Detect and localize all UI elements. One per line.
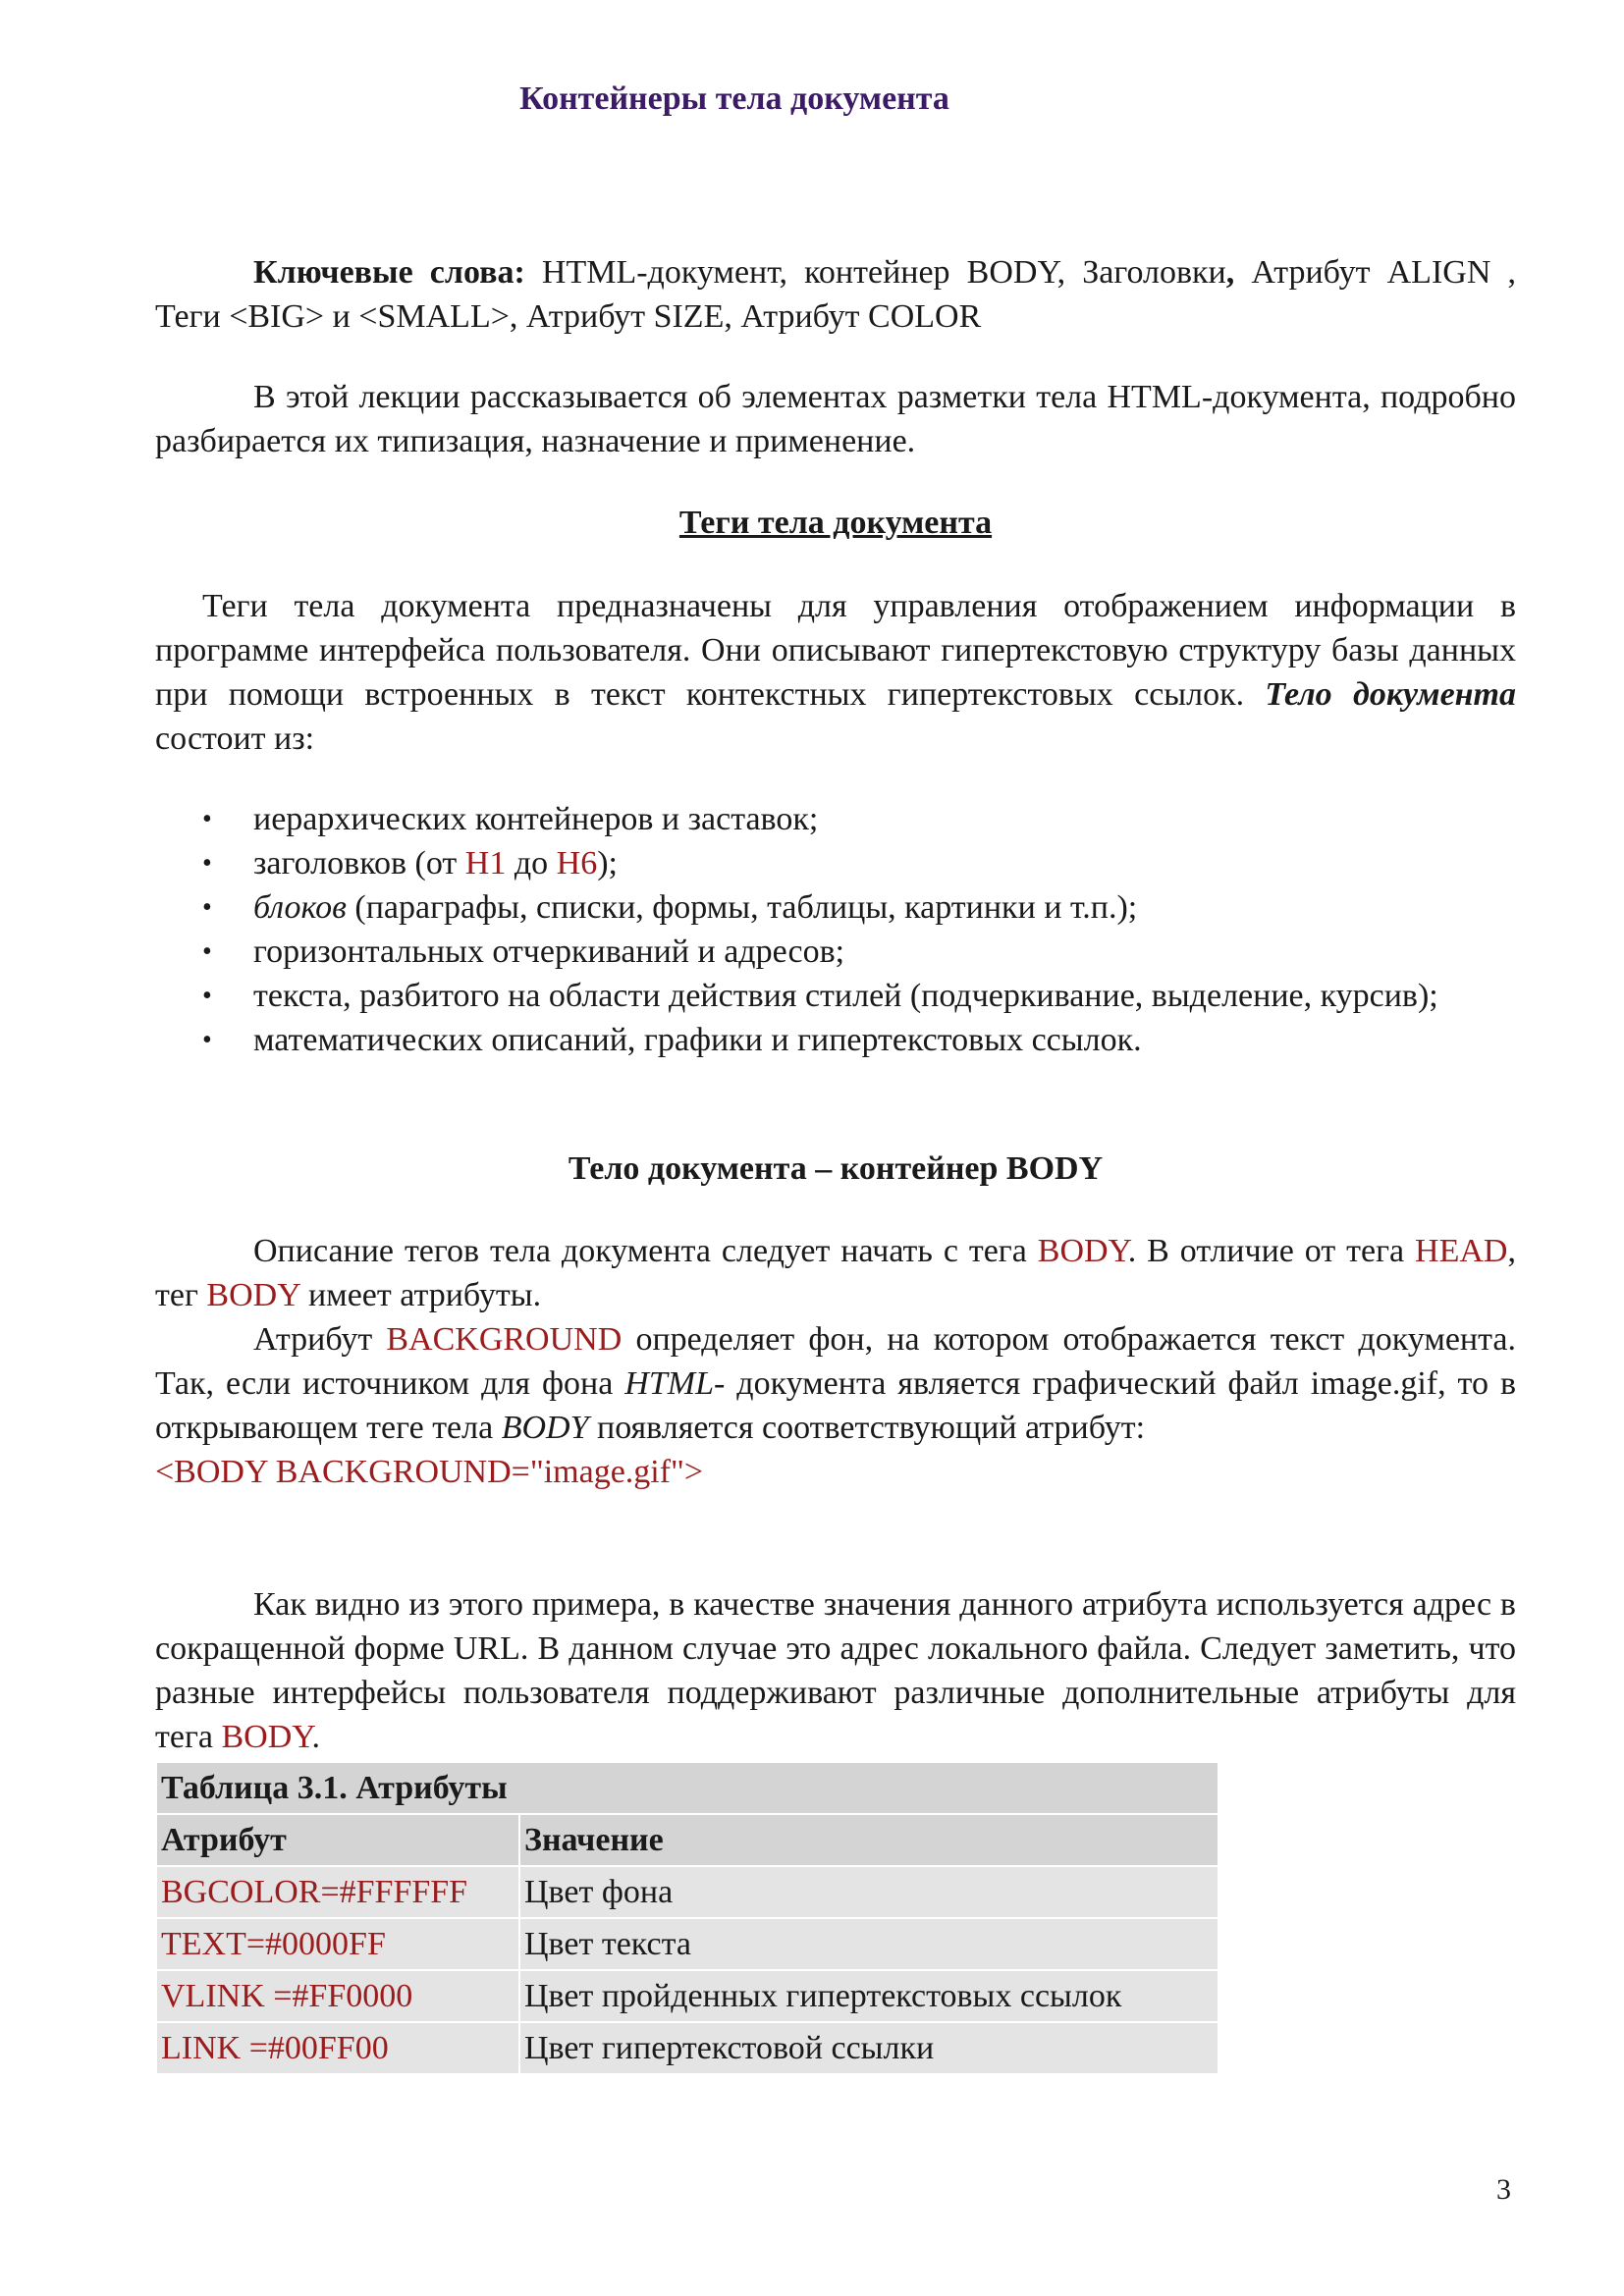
table-cell-value: Цвет пройденных гипертекстовых ссылок: [520, 1971, 1218, 2021]
body-term-italic: BODY: [501, 1410, 589, 1446]
blocks-term: блоков: [253, 889, 347, 926]
para-text: Описание тегов тела документа следует начать с тега: [253, 1233, 1038, 1269]
table-cell-value: Цвет гипертекстовой ссылки: [520, 2023, 1218, 2073]
column-header-value: Значение: [520, 1815, 1218, 1865]
list-item-text: текста, разбитого на области действия стилей (подчеркивание, выделение, курсив);: [253, 978, 1438, 1014]
paragraph-background: [155, 1317, 1516, 1450]
tag-head: HEAD: [1415, 1233, 1508, 1269]
page-number: 3: [1496, 2173, 1511, 2206]
code-example: <BODY BACKGROUND="image.gif">: [155, 1454, 704, 1490]
table-cell-value: Цвет фона: [520, 1867, 1218, 1917]
bullet-icon: •: [202, 804, 212, 834]
table-cell-attribute: TEXT=#0000FF: [157, 1919, 518, 1969]
para-text: определяет фон, на котором отображается текст документа. Так, если источником для фона: [155, 1321, 1516, 1402]
keywords-text: HTML-документ, контейнер BODY, Заголовки: [524, 254, 1226, 291]
para-text: Как видно из этого примера, в качестве значения данного атрибута используется адрес в сокращенной форме URL. В данном случае это адрес локального файла. Следует заметить, что разные интерфейсы пользователя поддерживают различные дополнительные атрибуты для тега: [155, 1586, 1516, 1755]
section-heading-body-container: Тело документа – контейнер BODY: [568, 1150, 1104, 1187]
list-item: [202, 930, 1614, 974]
list-item-text: (параграфы, списки, формы, таблицы, картинки и т.п.);: [346, 889, 1138, 926]
list-item: [202, 797, 1614, 841]
para-text: , тег: [155, 1233, 1516, 1313]
table-cell-attribute: VLINK =#FF0000: [157, 1971, 518, 2021]
list-item-text: горизонтальных отчеркиваний и адресов;: [253, 934, 845, 970]
body-contents-list: [155, 797, 1614, 1062]
tag-body: BODY: [206, 1277, 300, 1313]
bullet-icon: •: [202, 892, 212, 923]
table-row: [157, 1919, 1218, 1969]
list-item: [202, 974, 1614, 1018]
list-item-text: заголовков (от: [253, 845, 465, 881]
table-row: [157, 2023, 1218, 2073]
list-item-text: );: [597, 845, 618, 881]
table-row: [157, 1867, 1218, 1917]
table-row: [157, 1971, 1218, 2021]
paragraph-url-note: [155, 1582, 1516, 1759]
table-caption: Таблица 3.1. Атрибуты: [157, 1763, 1218, 1813]
table-caption-row: [157, 1763, 1218, 1813]
para-text: документа является графический файл image.gif, то в открывающем теге тела: [155, 1365, 1516, 1446]
list-item-text: иерархических контейнеров и заставок;: [253, 801, 819, 837]
bullet-icon: •: [202, 936, 212, 967]
table-cell-attribute: BGCOLOR=#FFFFFF: [157, 1867, 518, 1917]
list-item-text: до: [506, 845, 557, 881]
intro-paragraph: В этой лекции рассказывается об элементах разметки тела HTML-документа, подробно разбирается их типизация, назначение и применение.: [155, 379, 1516, 459]
list-item: [202, 841, 1614, 885]
list-item: [202, 885, 1614, 930]
tag-h6: H6: [556, 845, 598, 881]
para-text: Атрибут: [253, 1321, 387, 1358]
section-heading-text: Теги тела документа: [678, 505, 993, 541]
table-cell-attribute: LINK =#00FF00: [157, 2023, 518, 2073]
tag-body: BODY: [221, 1719, 312, 1755]
attributes-table: [155, 1761, 1219, 2075]
attr-background: BACKGROUND: [386, 1321, 623, 1358]
keywords-text-2: Атрибут ALIGN , Теги <BIG> и <SMALL>, Атрибут SIZE, Атрибут COLOR: [155, 254, 1516, 335]
body-container-text: [155, 1229, 1516, 1494]
bullet-icon: •: [202, 981, 212, 1011]
para-text: имеет атрибуты.: [299, 1277, 542, 1313]
list-item: [202, 1018, 1614, 1062]
table-cell-value: Цвет текста: [520, 1919, 1218, 1969]
keywords-comma: ,: [1225, 254, 1235, 291]
page-title: Контейнеры тела документа: [519, 80, 949, 117]
bullet-icon: •: [202, 848, 212, 879]
column-header-attribute: Атрибут: [157, 1815, 518, 1865]
body-term: Тело документа: [1265, 676, 1517, 713]
paragraph-body-intro: [155, 1229, 1516, 1317]
bullet-icon: •: [202, 1025, 212, 1055]
tag-body: BODY: [1037, 1233, 1128, 1269]
para-text: .: [311, 1719, 320, 1755]
keywords-paragraph: [155, 250, 1516, 339]
section-heading-body-tags: [155, 501, 1516, 545]
keywords-label: Ключевые слова:: [253, 254, 525, 291]
tag-h1: H1: [464, 845, 507, 881]
para-text-end: состоит из:: [155, 721, 315, 757]
html-term: HTML-: [624, 1365, 726, 1402]
body-tags-paragraph: [155, 584, 1516, 761]
para-text: . В отличие от тега: [1127, 1233, 1416, 1269]
para-text: появляется соответствующий атрибут:: [588, 1410, 1146, 1446]
list-item-text: математических описаний, графики и гипертекстовых ссылок.: [253, 1022, 1142, 1058]
para-text: Теги тела документа предназначены для управления отображением информации в программе интерфейса пользователя. Они описывают гипертекстовую структуру базы данных при помощи встроенных в текст контекстных гипертекстовых ссылок.: [155, 588, 1516, 713]
table-header-row: [157, 1815, 1218, 1865]
